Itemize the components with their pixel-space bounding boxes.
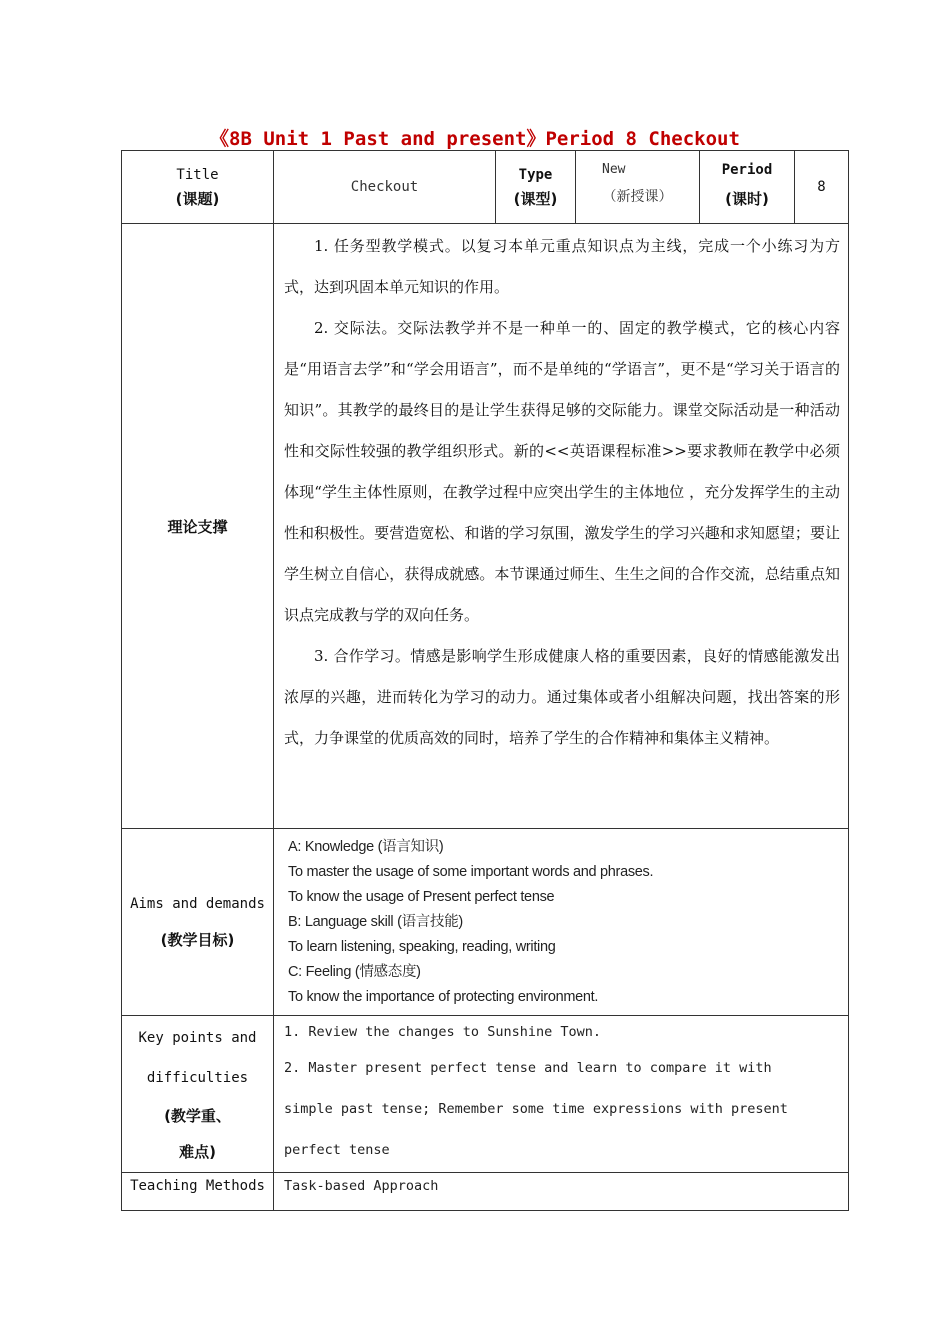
header-row	[122, 151, 849, 224]
aims-content-cell	[274, 829, 849, 1016]
theory-content-cell	[274, 224, 849, 829]
title-label-cn: (课题)	[175, 190, 220, 208]
key-points-line-1: 1. Review the changes to Sunshine Town.	[284, 1024, 601, 1040]
aims-row	[122, 829, 849, 1016]
aims-label-cell	[122, 829, 274, 1016]
type-label-cn: (课型)	[513, 190, 558, 208]
methods-row	[122, 1173, 849, 1211]
methods-label-cell	[122, 1173, 274, 1211]
aims-label-en: Aims and demands	[130, 896, 265, 912]
theory-paragraph-1: 1. 任务型教学模式。以复习本单元重点知识点为主线，完成一个小练习为方式，达到巩固本单元知识的作用。	[284, 237, 840, 296]
aims-line-3: To know the usage of Present perfect tense	[288, 888, 555, 905]
key-points-label-en-1: Key points and	[138, 1030, 257, 1046]
aims-line-7: To know the importance of protecting environment.	[288, 988, 599, 1005]
period-label-cn: (课时)	[725, 190, 769, 208]
aims-line-5: To learn listening, speaking, reading, writing	[288, 938, 556, 955]
key-points-content-cell	[274, 1016, 849, 1173]
period-value: 8	[817, 179, 826, 195]
theory-label-cell	[122, 224, 274, 829]
title-value-cell	[274, 151, 496, 224]
period-label-cell	[700, 151, 795, 224]
type-label-cell	[496, 151, 576, 224]
title-value: Checkout	[350, 179, 419, 195]
theory-paragraph-3: 3. 合作学习。情感是影响学生形成健康人格的重要因素，良好的情感能激发出浓厚的兴趣，进而转化为学习的动力。通过集体或者小组解决问题，找出答案的形式，力争课堂的优质高效的同时，培养了学生的合作精神和集体主义精神。	[284, 647, 840, 747]
theory-label: 理论支撑	[167, 517, 228, 536]
period-value-cell	[795, 151, 849, 224]
key-points-label-cell	[122, 1016, 274, 1173]
type-value-cell	[576, 151, 700, 224]
type-label-en: Type	[518, 167, 553, 183]
key-points-line-2: 2. Master present perfect tense and learn to compare it with	[284, 1060, 772, 1076]
aims-line-6: C: Feeling (情感态度)	[288, 963, 421, 980]
aims-line-1: A: Knowledge (语言知识)	[288, 838, 444, 855]
key-points-line-4: perfect tense	[284, 1142, 390, 1158]
key-points-label-cn-1: (教学重、	[164, 1107, 231, 1125]
methods-value: Task-based Approach	[284, 1178, 439, 1194]
methods-label: Teaching Methods	[130, 1178, 265, 1194]
key-points-label-cn-2: 难点)	[179, 1143, 216, 1161]
methods-value-cell	[274, 1173, 849, 1211]
aims-label-cn: (教学目标)	[160, 931, 235, 949]
document-title: 《8B Unit 1 Past and present》Period 8 Checkout	[210, 128, 740, 150]
type-value-cn: （新授课）	[602, 189, 673, 205]
key-points-row	[122, 1016, 849, 1173]
theory-row	[122, 224, 849, 829]
aims-line-4: B: Language skill (语言技能)	[288, 913, 463, 930]
key-points-line-3: simple past tense; Remember some time expressions with present	[284, 1101, 788, 1117]
type-value-en: New	[602, 162, 626, 177]
key-points-label-en-2: difficulties	[146, 1070, 249, 1086]
lesson-plan-table	[121, 150, 849, 1211]
theory-paragraph-2: 2. 交际法。交际法教学并不是一种单一的、固定的教学模式，它的核心内容是“用语言去学”和“学会用语言”，而不是单纯的“学语言”，更不是“学习关于语言的知识”。其教学的最终目的是让学生获得足够的交际能力。课堂交际活动是一种活动性和交际性较强的教学组织形式。新的<<英语课程标准>>要求教师在教学中必须体现“学生主体性原则，在教学过程中应突出学生的主体地位 ，充分发挥学生的主动性和积极性。要营造宽松、和谐的学习氛围，激发学生的学习兴趣和求知愿望；要让学生树立自信心，获得成就感。本节课通过师生、生生之间的合作交流，总结重点知识点完成教与学的双向任务。	[284, 319, 840, 624]
title-label-en: Title	[176, 167, 219, 183]
period-label-en: Period	[721, 162, 773, 178]
title-label-cell	[122, 151, 274, 224]
aims-line-2: To master the usage of some important words and phrases.	[288, 863, 654, 880]
